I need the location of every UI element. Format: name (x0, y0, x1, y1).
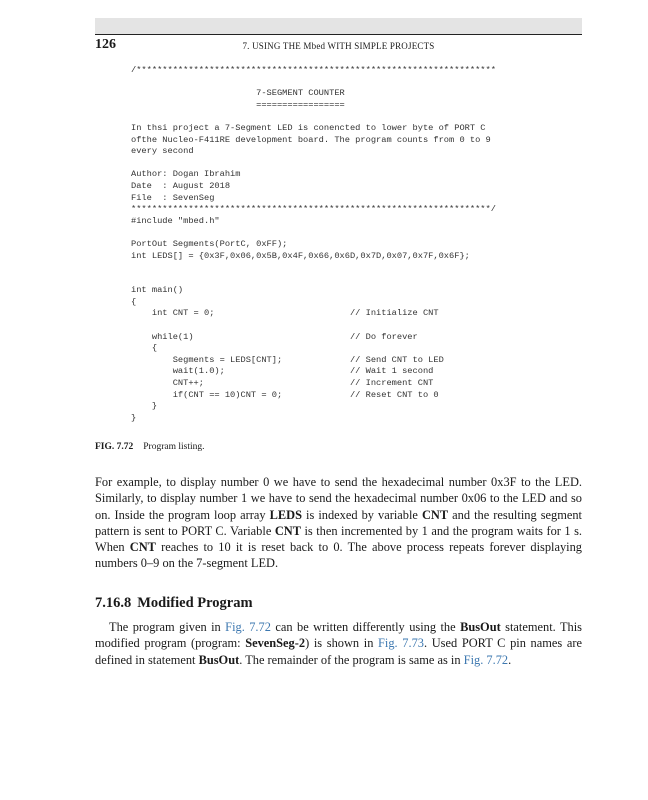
code-line: PortOut Segments(PortC, 0xFF); (131, 238, 288, 249)
code-line: { (131, 343, 158, 354)
section-title: Modified Program (137, 595, 253, 611)
code-line (131, 77, 581, 89)
body-paragraph-1: For example, to display number 0 we have to send the hexadecimal number 0x3F to the LED. Similarly, to display number 1 we have to send the hexadecimal number 0x06 to the LED and so on. Inside the program loop array LEDS is indexed by variable CNT and the resulting segment pattern is sent to PORT C. Variable CNT is then incremented by 1 and the program waits for 1 s. When CNT reaches to 10 it is reset back to 0. The above process repeats forever displaying numbers 0–9 on the 7-segment LED. (95, 475, 582, 571)
figure-caption (95, 442, 205, 452)
code-line: if(CNT == 10)CNT = 0; // Reset CNT to 0 (131, 389, 439, 400)
code-line: #include "mbed.h" (131, 215, 220, 226)
code-line: every second (131, 146, 194, 157)
figure-link[interactable]: Fig. 7.73 (378, 636, 424, 651)
figure-link[interactable]: Fig. 7.72 (225, 620, 271, 634)
code-line: /********************************************************************* (131, 65, 496, 75)
code-line: wait(1.0); // Wait 1 second (131, 366, 434, 377)
code-line: *********************************************************************/ (131, 204, 496, 215)
section-number: 7.16.8 (95, 595, 132, 611)
code-line: Date : August 2018 (131, 180, 231, 191)
code-line: ================= (131, 99, 345, 110)
bold-term: LEDS (269, 507, 302, 522)
code-line: } (131, 412, 137, 423)
code-line: ofthe Nucleo-F411RE development board. The program counts from 0 to 9 (131, 134, 491, 145)
bold-term: BusOut (198, 652, 240, 667)
code-line (131, 262, 581, 274)
code-line: CNT++; // Increment CNT (131, 378, 434, 389)
bold-term: BusOut (460, 620, 501, 634)
section-heading (95, 595, 253, 612)
code-line: while(1) // Do forever (131, 331, 418, 342)
body-paragraph-2: The program given in Fig. 7.72 can be written differently using the BusOut statement. This modified program (program: SevenSeg-2) is shown in Fig. 7.73. Used PORT C pin names are defined in statement BusOut. The remainder of the program is same as in Fig. 7.72. (95, 620, 582, 667)
header-rule (95, 34, 582, 35)
code-line: } (131, 401, 158, 412)
bold-term: CNT (274, 523, 301, 538)
code-line: Author: Dogan Ibrahim (131, 169, 241, 180)
code-line: Segments = LEDS[CNT]; // Send CNT to LED (131, 354, 444, 365)
program-listing (131, 65, 581, 424)
code-line: int main() (131, 285, 184, 296)
header-band (95, 18, 582, 34)
figure-caption-text: Program listing. (143, 442, 205, 452)
bold-term: CNT (421, 507, 449, 522)
code-line (131, 274, 581, 286)
code-line (131, 158, 581, 170)
code-line: 7-SEGMENT COUNTER (131, 88, 345, 99)
bold-term: SevenSeg-2 (245, 636, 306, 651)
code-line: int LEDS[] = {0x3F,0x06,0x5B,0x4F,0x66,0x6D,0x7D,0x07,0x7F,0x6F}; (131, 250, 470, 261)
figure-number: FIG. 7.72 (95, 442, 134, 452)
code-line (131, 111, 581, 123)
page-number: 126 (95, 37, 116, 52)
code-line: { (131, 296, 137, 307)
code-line: In thsi project a 7-Segment LED is conencted to lower byte of PORT C (131, 122, 486, 133)
figure-link[interactable]: Fig. 7.72 (463, 652, 509, 667)
running-head: 7. USING THE Mbed WITH SIMPLE PROJECTS (242, 41, 435, 51)
code-line: File : SevenSeg (131, 192, 215, 203)
bold-term: CNT (129, 540, 156, 555)
code-line: int CNT = 0; // Initialize CNT (131, 308, 439, 319)
code-line (131, 227, 581, 239)
code-line (131, 320, 581, 332)
